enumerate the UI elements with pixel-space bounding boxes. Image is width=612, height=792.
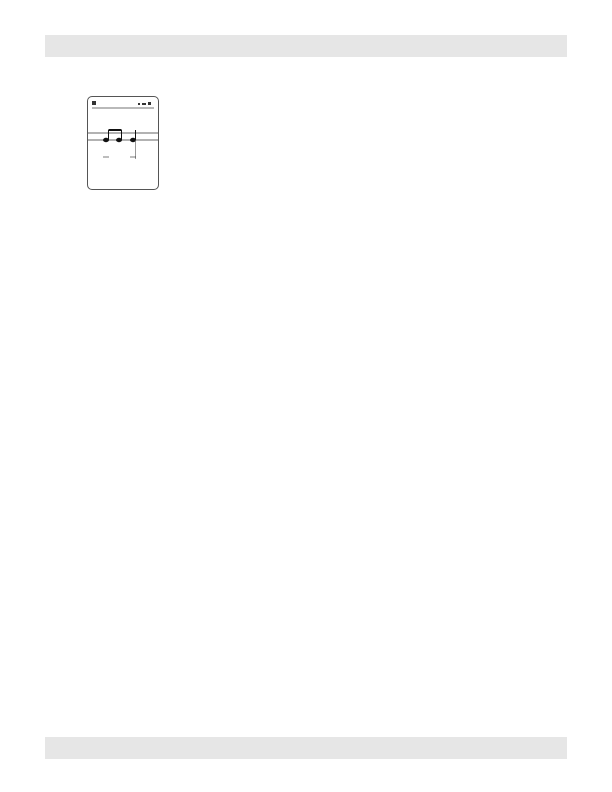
footer-banner <box>45 737 567 759</box>
page-number <box>45 737 85 759</box>
card-small-mark <box>142 103 146 105</box>
card-small-mark <box>138 103 140 105</box>
rhythm-card <box>87 96 159 190</box>
card-corner-mark <box>92 101 96 105</box>
rhythm-notation-figure <box>88 97 158 189</box>
header-banner <box>45 35 567 57</box>
card-small-mark <box>148 102 151 105</box>
